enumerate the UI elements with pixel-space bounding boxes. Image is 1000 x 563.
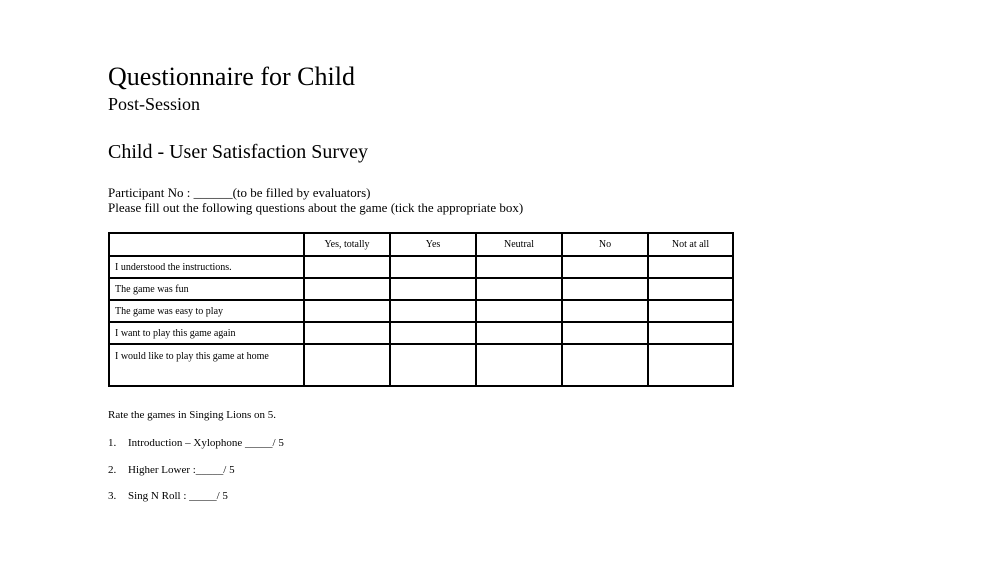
answer-cell-yes-totally[interactable] [304, 256, 390, 278]
answer-cell-yes[interactable] [390, 300, 476, 322]
question-label: I understood the instructions. [109, 256, 304, 278]
answer-cell-yes[interactable] [390, 278, 476, 300]
answer-cell-no[interactable] [562, 322, 648, 344]
rating-item-text: Higher Lower :_____/ 5 [128, 464, 235, 476]
answer-cell-no[interactable] [562, 344, 648, 386]
answer-cell-not-at-all[interactable] [648, 344, 733, 386]
answer-cell-yes[interactable] [390, 322, 476, 344]
rating-item [108, 490, 228, 503]
answer-cell-neutral[interactable] [476, 256, 562, 278]
table-row [109, 278, 733, 300]
survey-title: Child - User Satisfaction Survey [108, 141, 368, 163]
question-label: The game was fun [109, 278, 304, 300]
column-header-no: No [562, 233, 648, 256]
column-header-not-at-all: Not at all [648, 233, 733, 256]
table-row [109, 256, 733, 278]
rating-item-number: 3. [108, 490, 117, 502]
question-label: I want to play this game again [109, 322, 304, 344]
table-row [109, 300, 733, 322]
rating-intro: Rate the games in Singing Lions on 5. [108, 409, 277, 421]
rating-item [108, 464, 235, 477]
answer-cell-not-at-all[interactable] [648, 300, 733, 322]
column-header-yes-totally: Yes, totally [304, 233, 390, 256]
table-row [109, 322, 733, 344]
participant-number-line: Participant No : ______(to be filled by evaluators) [108, 185, 371, 200]
survey-instructions: Please fill out the following questions about the game (tick the appropriate box) [108, 200, 524, 215]
answer-cell-yes-totally[interactable] [304, 344, 390, 386]
rating-item-text: Sing N Roll : _____/ 5 [128, 490, 228, 502]
answer-cell-neutral[interactable] [476, 322, 562, 344]
answer-cell-neutral[interactable] [476, 344, 562, 386]
table-header-row [109, 233, 733, 256]
rating-item-text: Introduction – Xylophone _____/ 5 [128, 437, 284, 449]
page-subtitle: Post-Session [108, 94, 201, 114]
answer-cell-yes-totally[interactable] [304, 322, 390, 344]
rating-item [108, 437, 284, 450]
answer-cell-not-at-all[interactable] [648, 322, 733, 344]
column-header-neutral: Neutral [476, 233, 562, 256]
rating-item-number: 1. [108, 437, 117, 449]
answer-cell-yes-totally[interactable] [304, 278, 390, 300]
rating-item-number: 2. [108, 464, 117, 476]
question-label: The game was easy to play [109, 300, 304, 322]
satisfaction-table [108, 232, 734, 387]
table-row [109, 344, 733, 386]
column-header-question [109, 233, 304, 256]
answer-cell-yes-totally[interactable] [304, 300, 390, 322]
answer-cell-yes[interactable] [390, 256, 476, 278]
answer-cell-no[interactable] [562, 278, 648, 300]
answer-cell-no[interactable] [562, 256, 648, 278]
answer-cell-neutral[interactable] [476, 300, 562, 322]
answer-cell-not-at-all[interactable] [648, 256, 733, 278]
column-header-yes: Yes [390, 233, 476, 256]
question-label: I would like to play this game at home [109, 344, 304, 386]
answer-cell-yes[interactable] [390, 344, 476, 386]
answer-cell-no[interactable] [562, 300, 648, 322]
answer-cell-not-at-all[interactable] [648, 278, 733, 300]
page-title: Questionnaire for Child [108, 62, 355, 91]
answer-cell-neutral[interactable] [476, 278, 562, 300]
